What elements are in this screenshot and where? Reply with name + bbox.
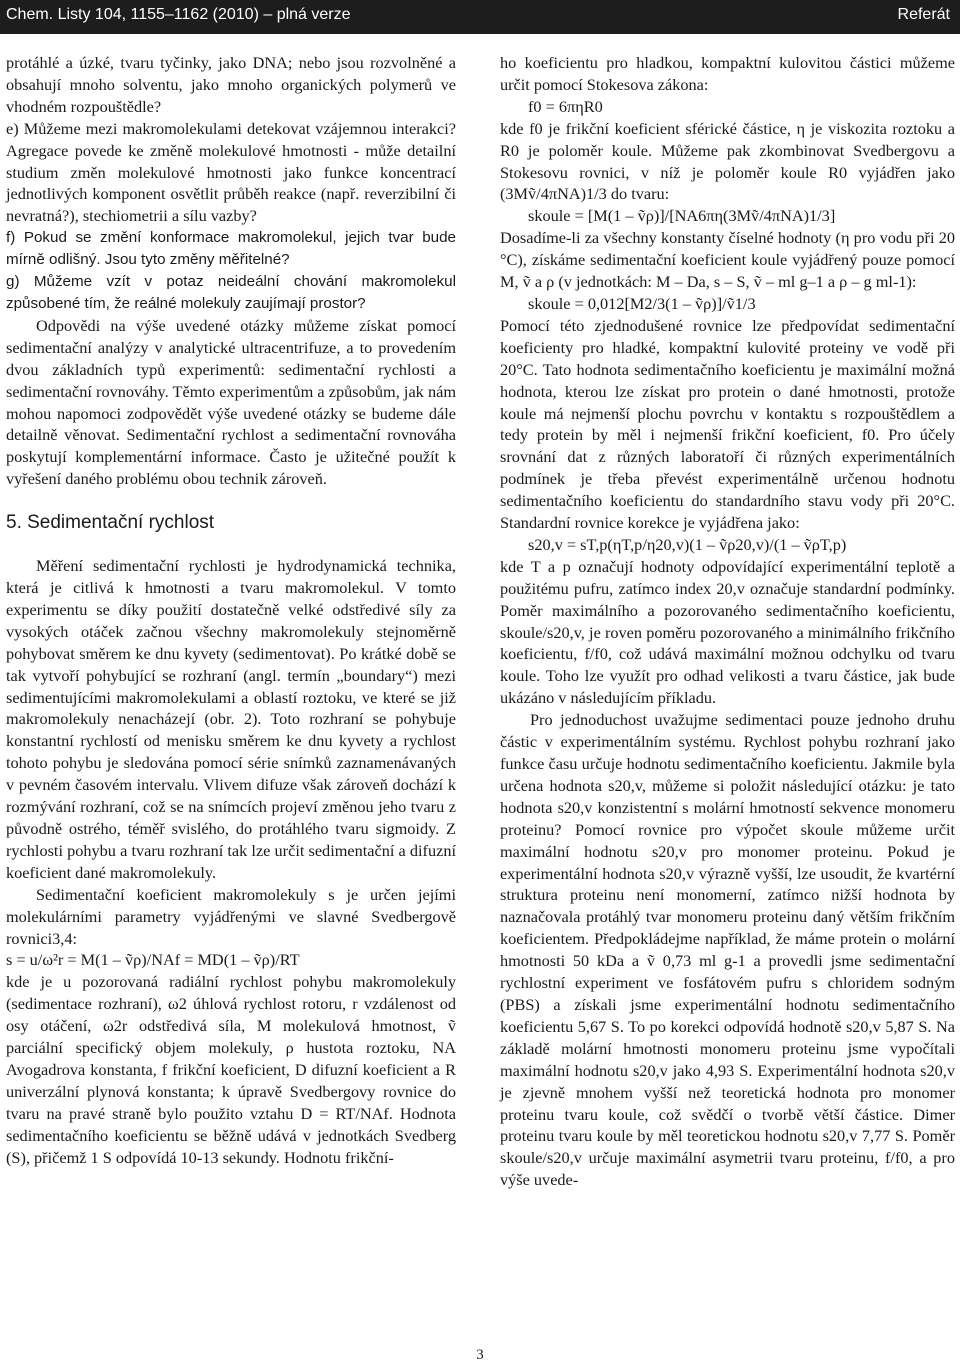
svedberg-equation: s = u/ω²r = M(1 – ṽρ)/NAf = MD(1 – ṽρ)/RT xyxy=(6,950,300,970)
correction-equation: s20,v = sT,p(ηT,p/η20,v)(1 – ṽρ20,v)/(1 – ṽρT,p) xyxy=(528,534,847,554)
left-column xyxy=(6,52,456,1169)
paragraph: Sedimentační koeficient makromolekuly s je určen jejími molekulárními parametry vyjádřenými ve slavné Svedbergově rovnici3,4: xyxy=(6,884,456,948)
paragraph: Pomocí této zjednodušené rovnice lze předpovídat sedimentační koeficienty pro hladké, kompaktní kulovité proteiny ve vodě při 20°C. Tato hodnota sedimentačního koeficientu je maximální možná hodnota, kterou lze získat pro protein o dané hmotnosti, protože koule má nejmenší plochu povrchu v kontaktu s rozpouštědlem a tedy protein by měl i nejmenší frikční koeficient, f0. Pro účely srovnání dat z různých laboratoří či různých experimentálních podmínek je třeba převést experimentálně určenou hodnotu sedimentačního koeficientu do standardního stavu vody při 20°C. Standardní rovnice korekce je vyjádřena jako: xyxy=(500,315,955,533)
paragraph: Měření sedimentační rychlosti je hydrodynamická technika, která je citlivá k hmotnosti a tvaru makromolekul. V tomto experimentu se díky použití dostatečně velké odstředivé síly za vysokých otáček začnou všechny makromolekuly stejnoměrně pohybovat směrem ke dnu kyvety (sedimentovat). Po krátké době se tak vytvoří pohybující se rozhraní (angl. termín „boundary“) mezi sedimentujícími makromolekulami a oblastí roztoku, ve které se již makromolekuly nenacházejí (obr. 2). Toto rozhraní se pohybuje konstantní rychlostí od menisku směrem ke dnu kyvety a rychlost tohoto pohybu je sledována pomocí série snímků zaznamenávaných v pevném časovém intervalu. Vlivem difuze však zároveň dochází k rozmývání rozhraní, což se na snímcích projeví změnou jeho tvaru z původně ostrého, téměř svislého, do protáhlého tvaru sigmoidy. Z rychlosti pohybu a tvaru rozhraní tak lze určit sedimentační a difuzní koeficient dané makromolekuly. xyxy=(6,556,456,882)
paragraph: kde T a p označují hodnoty odpovídající experimentální teplotě a použitému pufru, zatímco index 20,v označuje standardní podmínky. Poměr maximálního a pozorovaného sedimentačního koeficientu, skoule/s20,v, je roven poměru pozorovaného a minimálního frikčního koeficientu, f/f0, což udává maximální možnou odchylku od tvaru koule. Toho lze využít pro odhad velikosti a tvaru částice, jak bude ukázáno v následujícím příkladu. xyxy=(500,556,955,708)
paragraph: kde f0 je frikční koeficient sférické částice, η je viskozita roztoku a R0 je poloměr koule. Můžeme pak zkombinovat Svedbergovu a Stokesovu rovnici, v níž je poloměr koule R0 vyjádřen jako (3Mṽ/4πNA)1/3 do tvaru: xyxy=(500,118,955,204)
sphere-sedimentation-equation: skoule = [M(1 – ṽρ)]/[NA6πη(3Mṽ/4πNA)1/3] xyxy=(528,206,836,226)
paragraph: protáhlé a úzké, tvaru tyčinky, jako DNA; nebo jsou rozvolněné a obsahují mnoho solventu, jako mnoho organických polymerů ve vhodném rozpouštědle? xyxy=(6,53,456,116)
stokes-equation: f0 = 6πηR0 xyxy=(528,96,603,116)
simplified-sphere-equation: skoule = 0,012[M2/3(1 – ṽρ)]/ṽ1/3 xyxy=(528,293,756,313)
page-header xyxy=(0,0,960,34)
paragraph: Odpovědi na výše uvedené otázky můžeme získat pomocí sedimentační analýzy v analytické ultracentrifuze, a to provedením dvou základních typů experimentů: sedimentační rychlosti a sedimentační rovnováhy. Těmto experimentům a způsobům, jak nám mohou napomoci zodpovědět výše uvedené otázky se budeme dále detailně věnovat. Sedimentační rychlost a sedimentační rovnováha poskytují komplementární informace. Často je užitečné použít k vyřešení daného problému obou technik zároveň. xyxy=(6,315,456,489)
right-column xyxy=(500,52,955,1191)
page-number: 3 xyxy=(476,1347,484,1363)
paragraph: e) Můžeme mezi makromolekulami detekovat vzájemnou interakci? Agregace povede ke změně molekulové hmotnosti - může detailní studium změn molekulové hmotnosti jako funkce koncentrací jednotlivých komponent osvětlit průběh reakce (např. reverzibilní či nevratná?), stechiometrii a sílu vazby? xyxy=(6,118,456,226)
paragraph: Dosadíme-li za všechny konstanty číselné hodnoty (η pro vodu při 20 °C), získáme sedimentační koeficient koule vyjádřený pouze pomocí M, ṽ a ρ (v jednotkách: M – Da, s – S, ṽ – ml g–1 a ρ – g ml-1): xyxy=(500,228,955,292)
journal-citation: Chem. Listy 104, 1155–1162 (2010) – plná verze xyxy=(6,6,351,23)
section-heading: 5. Sedimentační rychlost xyxy=(6,512,215,534)
paragraph: kde je u pozorovaná radiální rychlost pohybu makromolekuly (sedimentace rozhraní), ω2 úhlová rychlost rotoru, r vzdálenost od osy otáčení, ω2r odstředivá síla, M molekulová hmotnost, ṽ parciální specifický objem molekuly, ρ hustota roztoku, NA Avogadrova konstanta, f frikční koeficient, D difuzní koeficient a R univerzální plynová konstanta; k úpravě Svedbergovy rovnice do tvaru na pravé straně bylo použito vztahu D = RT/NAf. Hodnota sedimentačního koeficientu se běžně udává v jednotkách Svedberg (S), přičemž 1 S odpovídá 10-13 sekundy. Hodnotu frikční- xyxy=(6,972,456,1167)
paragraph: Pro jednoduchost uvažujme sedimentaci pouze jednoho druhu částic v experimentálním systému. Rychlost pohybu rozhraní jako funkce času určuje hodnotu sedimentačního koeficientu. Jakmile byla určena hodnota s20,v, můžeme si položit následující otázku: je tato hodnota s20,v konzistentní s molární hmotností sekvence monomeru proteinu? Pomocí rovnice pro výpočet skoule můžeme určit maximální hodnotu s20,v pro monomer proteinu. Pokud je experimentální hodnota s20,v výrazně vyšší, lze usoudit, že kvartérní struktura proteinu není monomerní, zatímco nižší hodnota by naznačovala protáhlý tvar monomeru proteinu daný větším frikčním koeficientem. Předpokládejme například, že máme protein o molární hmotnosti 50 kDa a ṽ 0,73 ml g-1 a provedli jsme sedimentační rychlostní experiment ve fosfátovém pufru s chloridem sodným (PBS) a získali jsme experimentální hodnotu sedimentačního koeficientu 5,67 S. To po korekci odpovídá hodnotě s20,v 5,87 S. Na základě molární hmotnosti monomeru proteinu jsme vypočítali maximální hodnotu s20,v jako 4,93 S. Experimentální hodnota s20,v je zjevně mnohem vyšší než teoretická hodnota pro monomer proteinu tvaru koule, což svědčí o tvorbě větší částice. Dimer proteinu tvaru koule by měl teoretickou hodnotu s20,v 7,77 S. Poměr skoule/s20,v určuje maximální asymetrii tvaru proteinu, f/f0, a pro výše uvede- xyxy=(500,710,955,1190)
paragraph: ho koeficientu pro hladkou, kompaktní kulovitou částici můžeme určit pomocí Stokesova zákona: xyxy=(500,53,955,94)
paragraph: f) Pokud se změní konformace makromolekul, jejich tvar bude mírně odlišný. Jsou tyto změny měřitelné? xyxy=(6,229,456,269)
section-label: Referát xyxy=(897,6,950,23)
paragraph: g) Můžeme vzít v potaz neideální chování makromolekul způsobené tím, že reálné molekuly zaujímají prostor? xyxy=(6,273,456,312)
